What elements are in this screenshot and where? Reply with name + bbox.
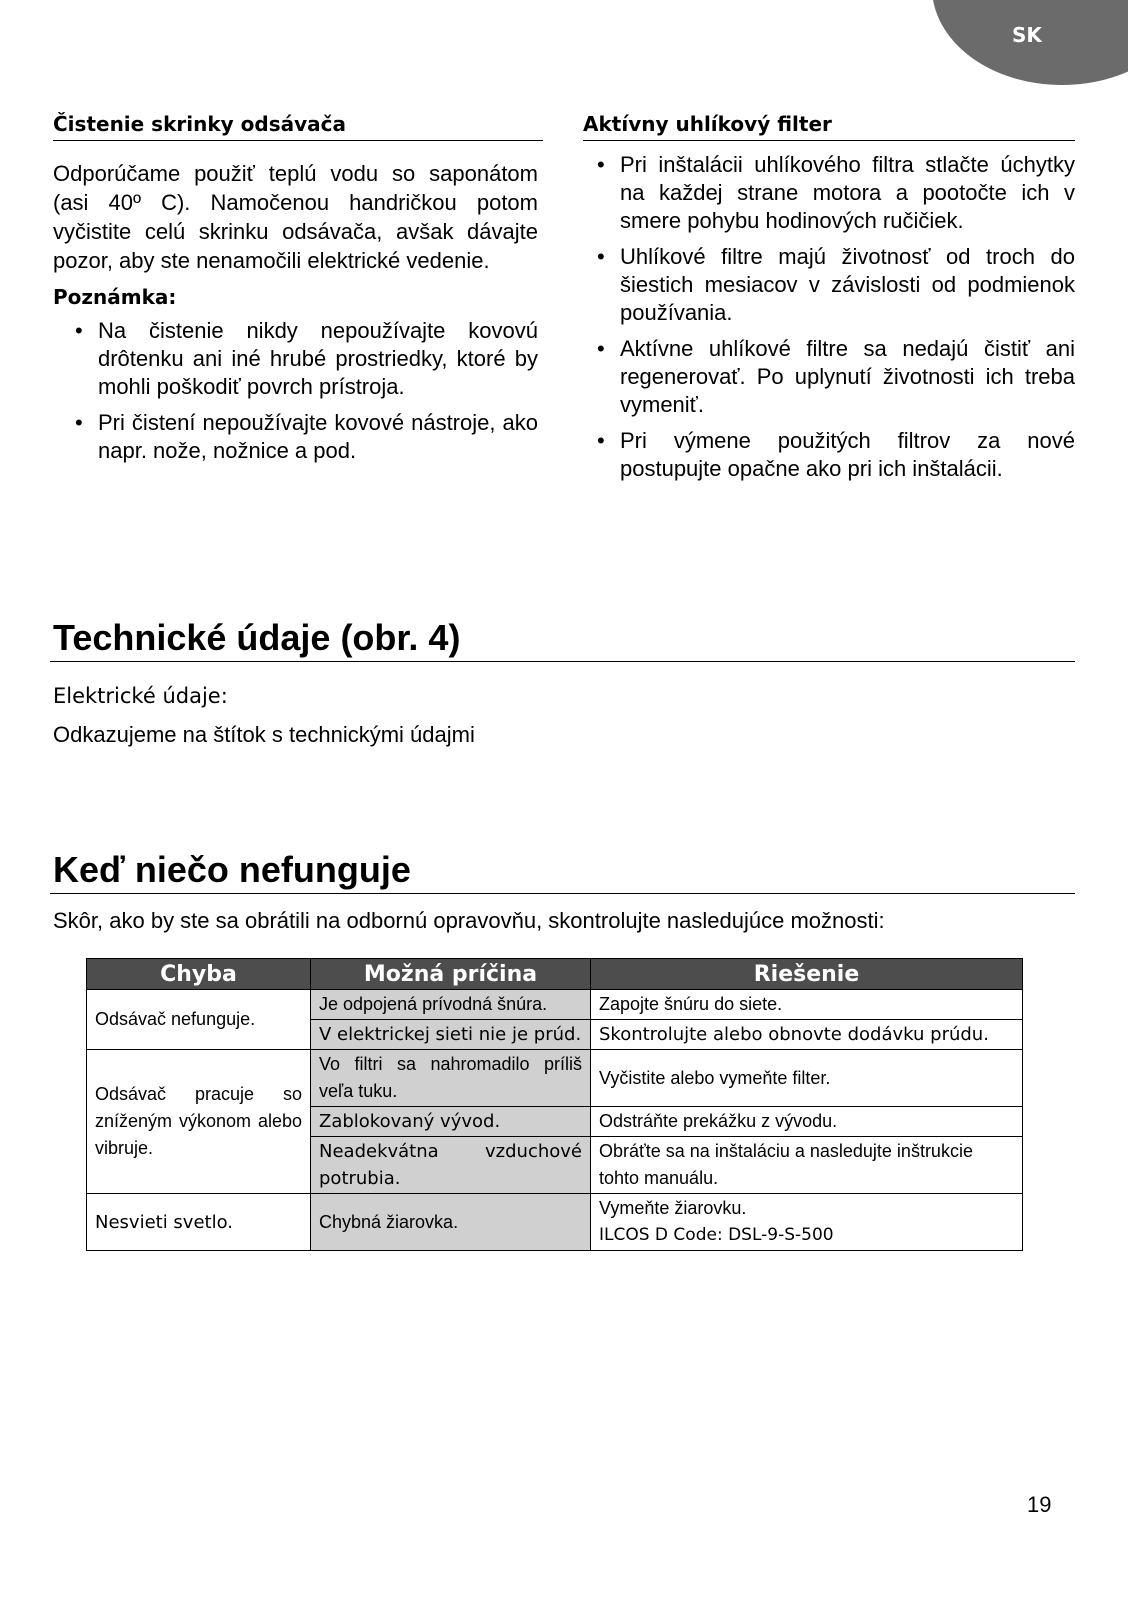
language-label: SK — [1012, 23, 1042, 47]
table-header-row — [87, 959, 1023, 990]
note-list — [53, 317, 543, 465]
page-number: 19 — [1027, 1492, 1052, 1517]
solution-cell: Odstráňte prekážku z vývodu. — [591, 1107, 1023, 1137]
trouble-intro: Skôr, ako by ste sa obrátili na odbornú opravovňu, skontrolujte nasledujúce možnosti: — [53, 908, 885, 933]
tech-title: Technické údaje (obr. 4) — [50, 618, 1075, 662]
table-row — [87, 990, 1023, 1020]
troubleshooting-table — [86, 958, 1023, 1251]
bullet-icon: • — [597, 428, 605, 453]
solution-text: Vymeňte žiarovku. — [599, 1198, 747, 1218]
bullet-icon: • — [597, 152, 605, 177]
list-item: • Aktívne uhlíkové filtre sa nedajú čistiť ani regenerovať. Po uplynutí životnosti ich treba vymeniť. — [597, 336, 1075, 417]
cleaning-section — [53, 112, 543, 473]
column-header-cause: Možná príčina — [311, 959, 591, 990]
cause-cell: Neadekvátna vzduchové potrubia. — [311, 1137, 591, 1194]
cause-cell: Chybná žiarovka. — [311, 1194, 591, 1251]
solution-cell: Zapojte šnúru do siete. — [591, 990, 1023, 1020]
electrical-text: Odkazujeme na štítok s technickými údajmi — [53, 722, 475, 747]
list-item: • Pri čistení nepoužívajte kovové nástroje, ako napr. nože, nožnice a pod. — [75, 410, 538, 463]
electrical-label: Elektrické údaje: — [53, 684, 228, 708]
list-item: • Uhlíkové filtre majú životnosť od troch do šiestich mesiacov v závislosti od podmienok používania. — [597, 244, 1075, 325]
cause-cell: Vo filtri sa nahromadilo príliš veľa tuku. — [311, 1050, 591, 1107]
bullet-icon: • — [75, 410, 83, 435]
column-header-fault: Chyba — [87, 959, 311, 990]
column-header-solution: Riešenie — [591, 959, 1023, 990]
trouble-title: Keď niečo nefunguje — [50, 850, 1075, 894]
list-item: • Pri inštalácii uhlíkového filtra stlačte úchytky na každej strane motora a pootočte ich v smere pohybu hodinových ručičiek. — [597, 152, 1075, 233]
table-row — [87, 1050, 1023, 1107]
cause-cell: Je odpojená prívodná šnúra. — [311, 990, 591, 1020]
cleaning-paragraph: Odporúčame použiť teplú vodu so saponátom (asi 40º C). Namočenou handričkou potom vyčistite celú skrinku odsávača, avšak dávajte pozor, aby ste nenamočili elektrické vedenie. — [53, 161, 538, 273]
fault-cell: Odsávač pracuje so zníženým výkonom alebo vibruje. — [87, 1050, 311, 1194]
cleaning-title: Čistenie skrinky odsávača — [53, 112, 543, 141]
solution-cell — [591, 1194, 1023, 1251]
fault-cell: Odsávač nefunguje. — [87, 990, 311, 1050]
solution-cell: Obráťte sa na inštaláciu a nasledujte inštrukcie tohto manuálu. — [591, 1137, 1023, 1194]
bullet-icon: • — [75, 318, 83, 343]
cause-cell: Zablokovaný vývod. — [311, 1107, 591, 1137]
solution-cell: Vyčistite alebo vymeňte filter. — [591, 1050, 1023, 1107]
carbon-filter-list — [583, 151, 1075, 483]
carbon-filter-section — [583, 112, 1075, 491]
note-title: Poznámka: — [53, 285, 177, 309]
list-item: • Na čistenie nikdy nepoužívajte kovovú drôtenku ani iné hrubé prostriedky, ktoré by mohli poškodiť povrch prístroja. — [75, 318, 538, 399]
list-item: • Pri výmene použitých filtrov za nové postupujte opačne ako pri ich inštalácii. — [597, 428, 1075, 481]
fault-cell: Nesvieti svetlo. — [87, 1194, 311, 1251]
ilcos-code: ILCOS D Code: DSL-9-S-500 — [599, 1225, 834, 1245]
carbon-filter-title: Aktívny uhlíkový filter — [583, 112, 1075, 141]
cause-cell: V elektrickej sieti nie je prúd. — [311, 1020, 591, 1050]
bullet-icon: • — [597, 336, 605, 361]
table-row — [87, 1194, 1023, 1251]
solution-cell: Skontrolujte alebo obnovte dodávku prúdu. — [591, 1020, 1023, 1050]
bullet-icon: • — [597, 244, 605, 269]
